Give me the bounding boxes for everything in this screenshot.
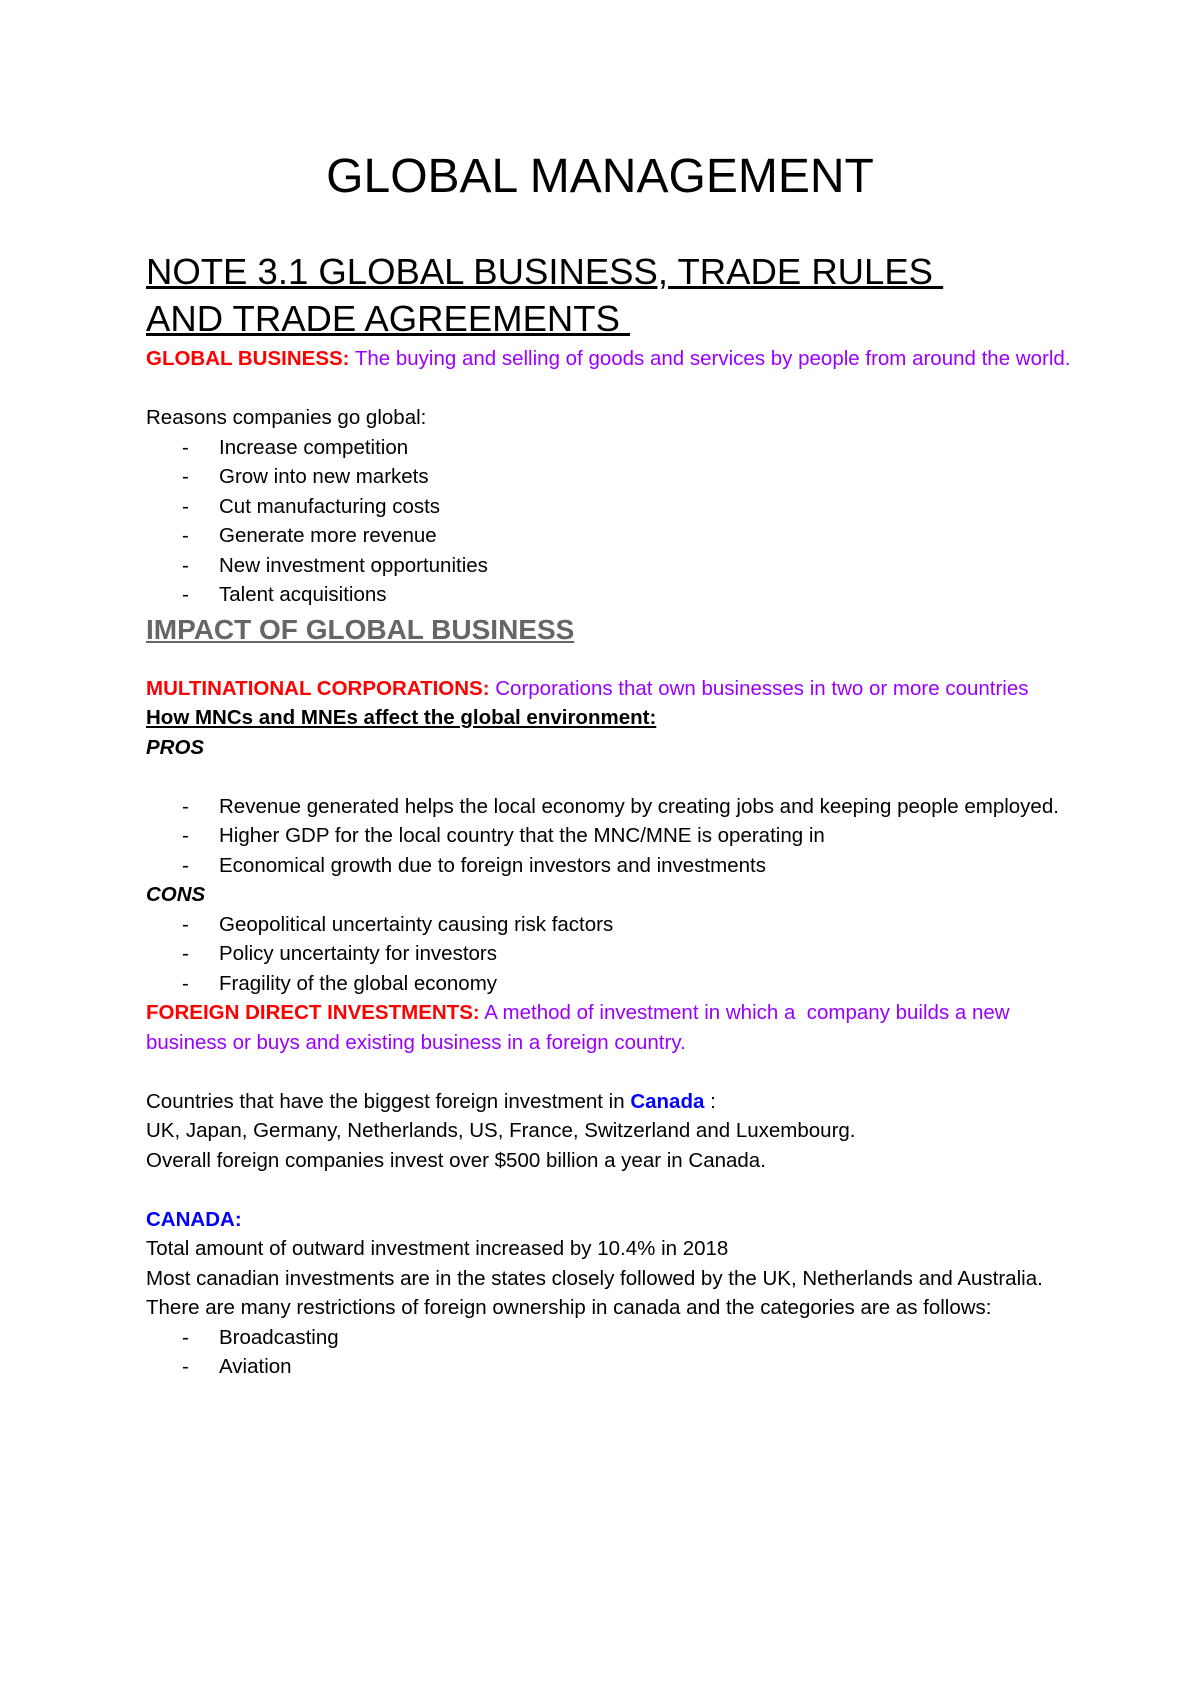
fdi-definition <box>146 998 1076 1057</box>
list-item: - Higher GDP for the local country that the MNC/MNE is operating in <box>219 821 1076 851</box>
list-item: - Cut manufacturing costs <box>219 492 1076 522</box>
canada-investors-country: Canada <box>630 1089 705 1113</box>
list-item: - New investment opportunities <box>219 551 1076 581</box>
list-item: - Talent acquisitions <box>219 580 1076 610</box>
list-item: - Generate more revenue <box>219 521 1076 551</box>
canada-investors-prefix: Countries that have the biggest foreign investment in <box>146 1089 631 1113</box>
reasons-intro: Reasons companies go global: <box>146 406 427 429</box>
global-business-text: The buying and selling of goods and services by people from around the world. <box>349 347 1071 370</box>
global-business-definition <box>146 344 1076 374</box>
list-item: - Revenue generated helps the local economy by creating jobs and keeping people employed. <box>219 792 1076 822</box>
cons-label: CONS <box>146 883 206 906</box>
impact-heading: IMPACT OF GLOBAL BUSINESS <box>146 613 575 645</box>
pros-list <box>146 792 1076 881</box>
list-item: - Broadcasting <box>219 1323 1076 1353</box>
fdi-term: FOREIGN DIRECT INVESTMENTS: <box>146 1001 480 1024</box>
note-heading <box>146 248 1076 342</box>
canada-line3: There are many restrictions of foreign ownership in canada and the categories are as follows: <box>146 1296 992 1319</box>
canada-heading: CANADA: <box>146 1207 242 1231</box>
list-item: - Grow into new markets <box>219 462 1076 492</box>
note-heading-line1: NOTE 3.1 GLOBAL BUSINESS, TRADE RULES <box>146 251 944 292</box>
mnc-text: Corporations that own businesses in two or more countries <box>489 676 1029 700</box>
restrictions-list <box>146 1323 1076 1382</box>
document-body <box>146 248 1076 1382</box>
pros-label: PROS <box>146 735 205 759</box>
list-item: - Aviation <box>219 1352 1076 1382</box>
list-item: - Economical growth due to foreign investors and investments <box>219 851 1076 881</box>
mnc-term: MULTINATIONAL CORPORATIONS: <box>146 676 490 700</box>
document-title: GLOBAL MANAGEMENT <box>326 150 874 203</box>
reasons-list <box>146 433 1076 610</box>
canada-investors-line1 <box>146 1087 1076 1117</box>
mnc-definition <box>146 674 1076 704</box>
canada-investors-line3: Overall foreign companies invest over $500 billion a year in Canada. <box>146 1148 766 1172</box>
note-heading-line2: AND TRADE AGREEMENTS <box>146 298 631 339</box>
list-item: - Fragility of the global economy <box>219 969 1076 999</box>
list-item: - Policy uncertainty for investors <box>219 939 1076 969</box>
mnc-subheading: How MNCs and MNEs affect the global environment: <box>146 706 657 729</box>
canada-line2: Most canadian investments are in the states closely followed by the UK, Netherlands and Australia. <box>146 1266 1043 1290</box>
cons-list <box>146 910 1076 999</box>
list-item: - Geopolitical uncertainty causing risk factors <box>219 910 1076 940</box>
fdi-text: A method of investment in which a company builds a new business or buys and existing business in a foreign country. <box>146 1001 1016 1054</box>
canada-line1: Total amount of outward investment increased by 10.4% in 2018 <box>146 1237 729 1260</box>
list-item: - Increase competition <box>219 433 1076 463</box>
global-business-term: GLOBAL BUSINESS: <box>146 347 350 370</box>
canada-investors-line2: UK, Japan, Germany, Netherlands, US, France, Switzerland and Luxembourg. <box>146 1119 856 1142</box>
canada-investors-suffix: : <box>704 1089 716 1113</box>
